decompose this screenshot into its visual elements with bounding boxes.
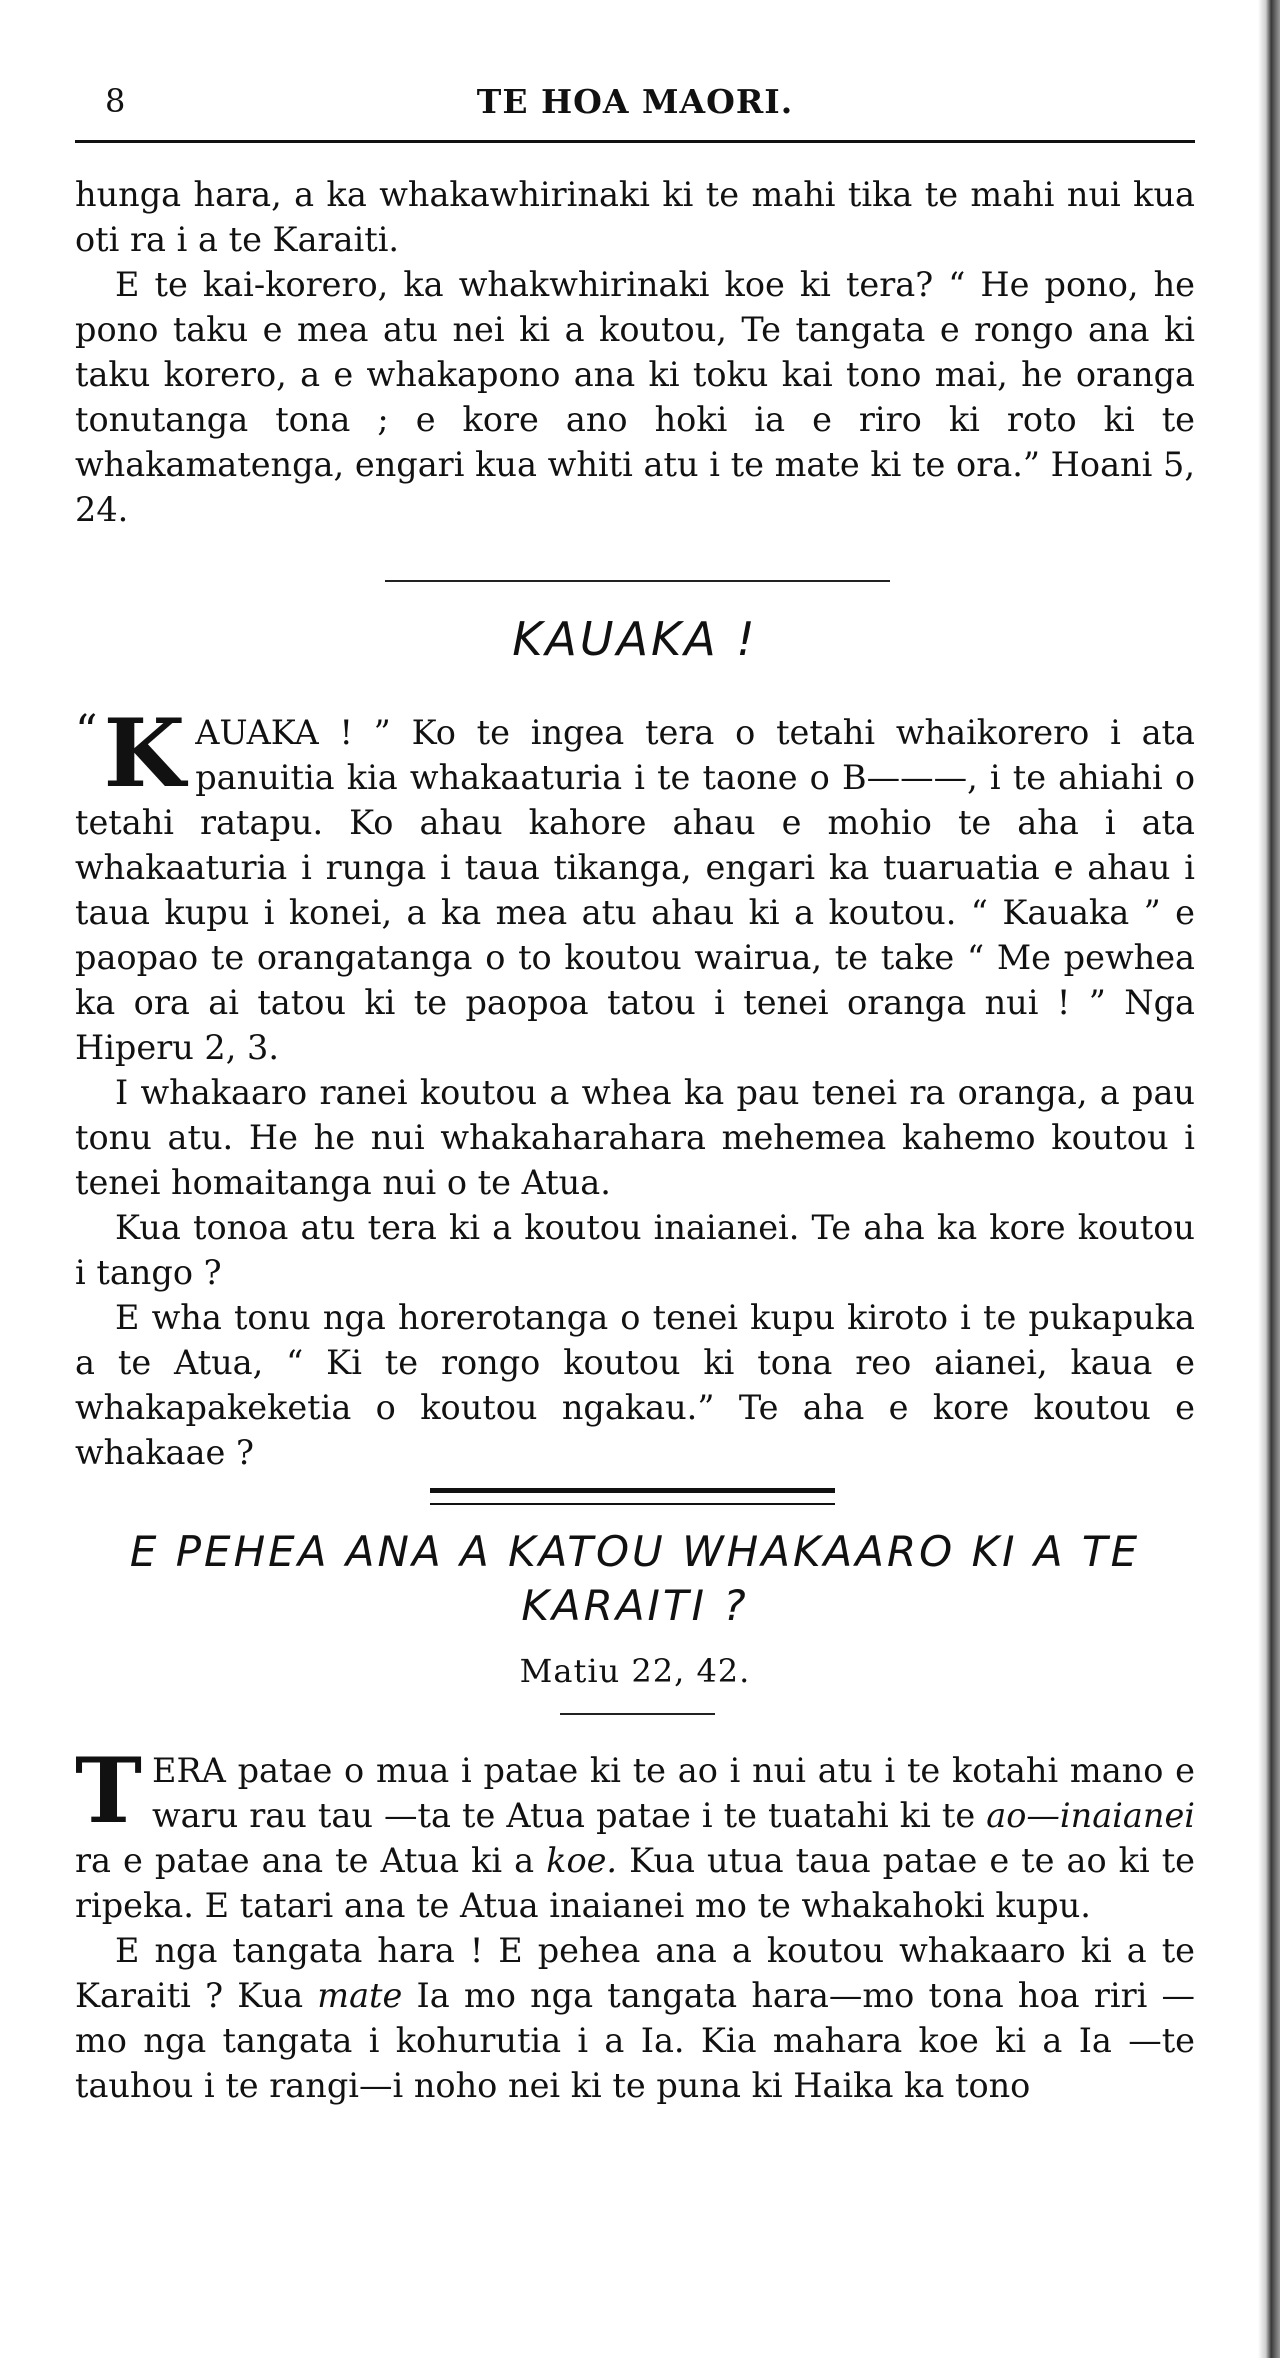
section1-paragraph-4: E wha tonu nga horerotanga o tenei kupu kiroto i te pukapuka a te Atua, “ Ki te rongo koutou ki tona reo aianei, kaua e whakapakeketia o koutou ngakau.” Te aha e kore koutou e whakaae ? — [75, 1298, 1195, 1472]
section-double-rule — [430, 1488, 835, 1505]
header-rule — [75, 140, 1195, 143]
scripture-reference: Matiu 22, 42. — [519, 1652, 751, 1690]
section1-body — [75, 699, 1195, 1475]
reference-rule — [560, 1713, 715, 1715]
section2-para1-a: ERA patae o mua i patae ki te ao i nui atu i te kotahi mano e waru rau tau —ta te Atua patae i te tuatahi ki te — [151, 1751, 1195, 1835]
section2-para2-italic: mate — [317, 1976, 403, 2015]
section2-title-line2: KARAITI ? — [521, 1581, 749, 1630]
dropcap-t: T — [75, 1738, 142, 1844]
page-header — [75, 78, 1195, 128]
page-edge-shadow — [1258, 0, 1280, 2358]
section1-paragraph-3: Kua tonoa atu tera ki a koutou inaianei. Te aha ka kore koutou i tango ? — [75, 1208, 1195, 1292]
dropcap-k: K — [103, 699, 186, 809]
section2-title-line1: E PEHEA ANA A KATOU WHAKAARO KI A TE — [129, 1527, 1141, 1576]
section2-para1-italic-1: ao—inaianei — [986, 1796, 1195, 1835]
intro-paragraph-2: E te kai-korero, ka whakwhirinaki koe ki tera? “ He pono, he pono taku e mea atu nei ki a koutou, Te tangata e rongo ana ki taku korero, a e whakapono ana ki toku kai tono mai, he oranga tonutanga tona ; e kore ano hoki ia e riro ki roto ki te whakamatenga, engari kua whiti atu i te mate ki te ora.” Hoani 5, 24. — [75, 265, 1195, 529]
section2-para1-b: ra e patae ana te Atua ki a — [75, 1841, 547, 1880]
section1-paragraph-2: I whakaaro ranei koutou a whea ka pau tenei ra oranga, a pau tonu atu. He he nui whakaharahara mehemea kahemo koutou i tenei homaitanga nui o te Atua. — [75, 1073, 1195, 1202]
section2-para2-b: Ia mo nga tangata hara—mo tona hoa riri —mo nga tangata i kohurutia i a Ia. Kia mahara koe ki a Ia —te tauhou i te rangi—i noho nei ki te puna ki Haika ka tono — [75, 1976, 1195, 2105]
page-number: 8 — [105, 82, 126, 120]
intro-text — [75, 172, 1195, 532]
running-title: TE HOA MAORI. — [476, 82, 794, 121]
section-title-karaiti — [75, 1525, 1195, 1633]
section2-body — [75, 1738, 1195, 2108]
section2-para2-a: E nga tangata hara ! E pehea ana a koutou whakaaro ki a te Karaiti ? Kua — [75, 1931, 1195, 2015]
section2-para1-c: Kua utua taua patae e te ao ki te ripeka. E tatari ana te Atua inaianei mo te whakahoki kupu. — [75, 1841, 1195, 1925]
section2-paragraph-2 — [75, 1928, 1195, 2108]
opening-quote: “ — [75, 706, 98, 757]
section1-first-paragraph: AUAKA ! ” Ko te ingea tera o tetahi whaikorero i ata panuitia kia whakaaturia i te taone o B———, i te ahiahi o tetahi ratapu. Ko ahau kahore ahau e mohio te aha i ata whakaaturia i runga i taua tikanga, engari ka tuaruatia e ahau i taua kupu i konei, a ka mea atu ahau ki a koutou. “ Kauaka ” e paopao te orangatanga o to koutou wairua, te take “ Me pewhea ka ora ai tatou ki te paopoa tatou i tenei oranga nui ! ” Nga Hiperu 2, 3. — [75, 713, 1195, 1067]
intro-paragraph-1: hunga hara, a ka whakawhirinaki ki te mahi tika te mahi nui kua oti ra i a te Karaiti. — [75, 175, 1195, 259]
section-divider — [385, 580, 890, 582]
section2-para1-italic-2: koe. — [546, 1841, 618, 1880]
section-title-kauaka: KAUAKA ! — [512, 612, 758, 666]
